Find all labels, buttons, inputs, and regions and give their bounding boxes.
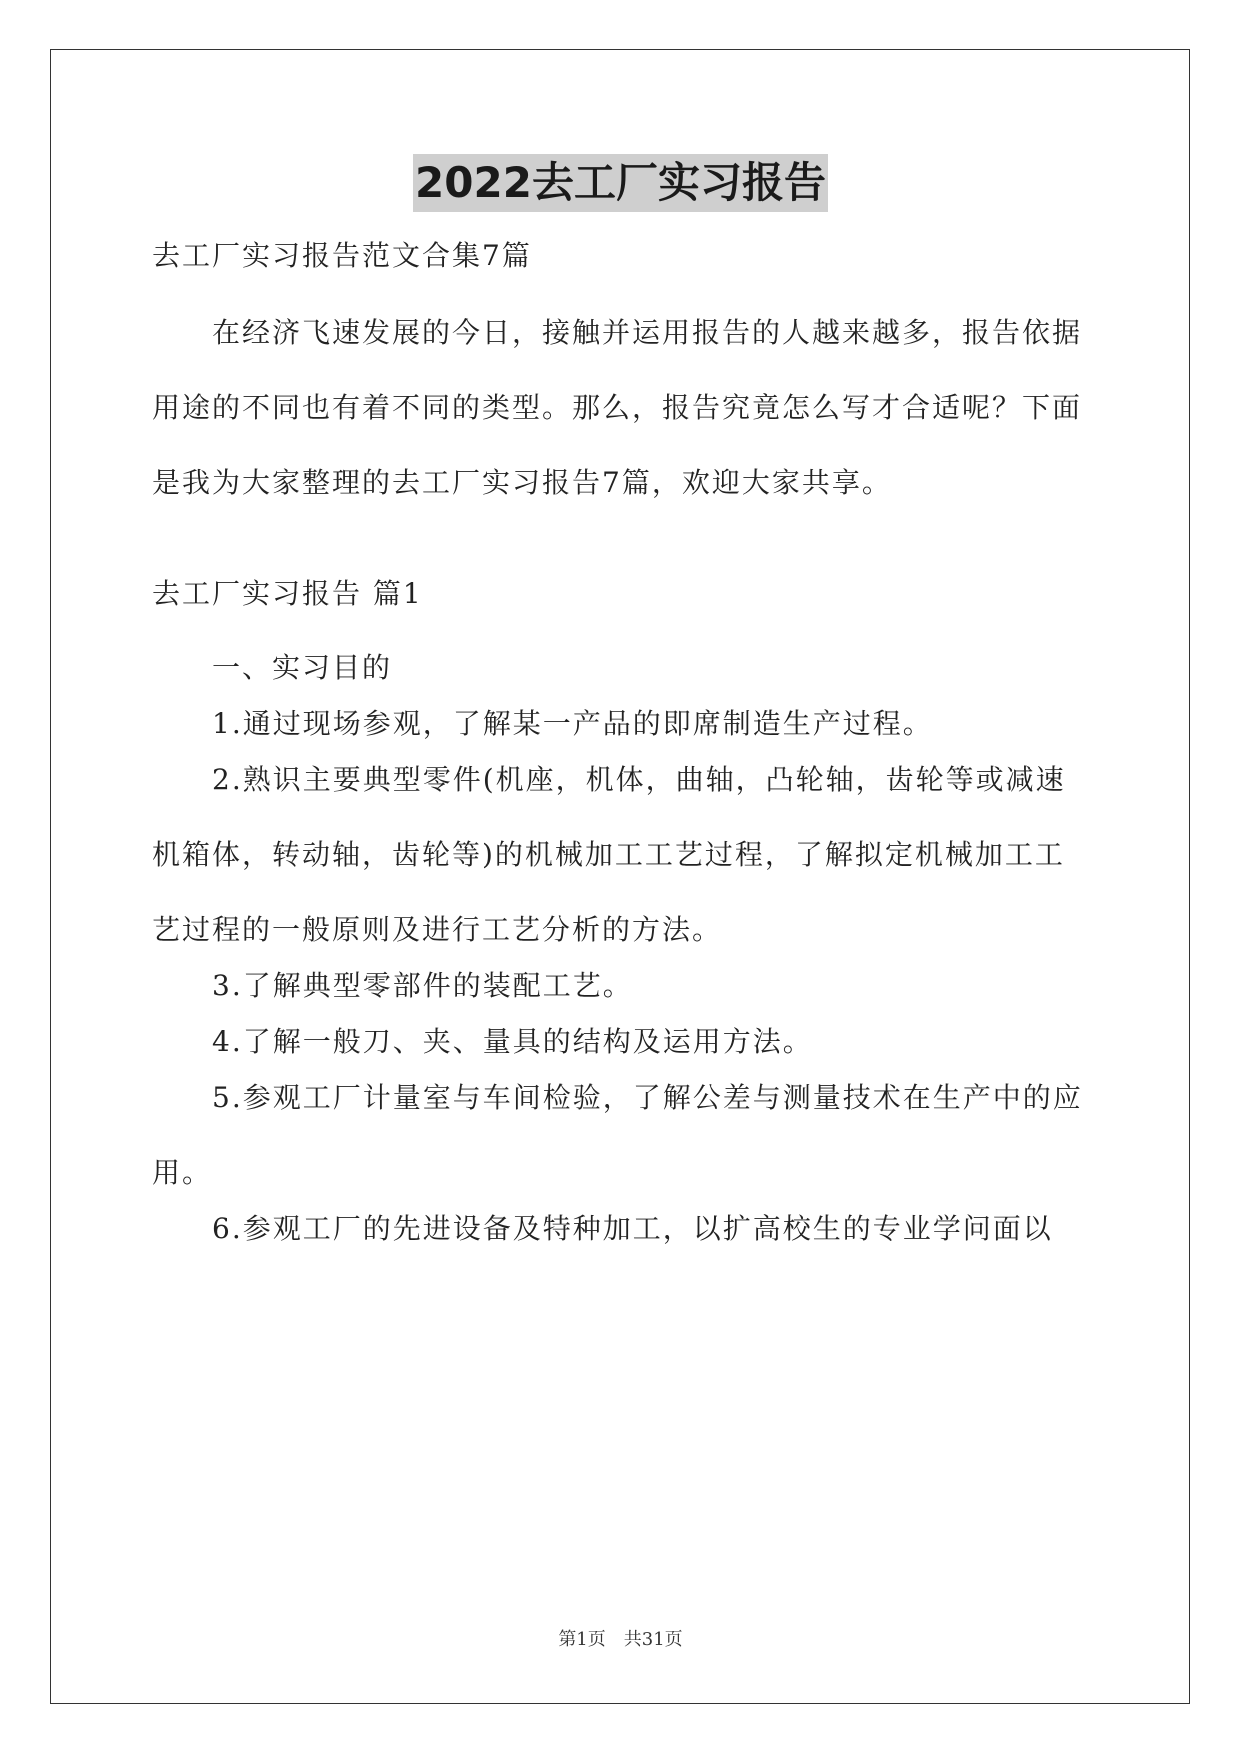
page-number: 第1页: [558, 1629, 606, 1650]
section-heading: 去工厂实习报告 篇1: [152, 577, 423, 610]
paragraph-item-6: 6.参观工厂的先进设备及特种加工，以扩高校生的专业学问面以: [212, 1212, 1053, 1245]
paragraph-objective-heading: 一、实习目的: [212, 651, 393, 684]
document-subtitle: 去工厂实习报告范文合集7篇: [152, 239, 532, 272]
page-footer: [0, 1625, 1241, 1651]
document-body: [152, 238, 1090, 1266]
paragraph-item-1: 1.通过现场参观，了解某一产品的即席制造生产过程。: [212, 707, 933, 740]
paragraph-item-3: 3.了解典型零部件的装配工艺。: [212, 969, 633, 1002]
document-title: 2022去工厂实习报告: [413, 154, 828, 212]
page-total: 共31页: [623, 1629, 683, 1650]
paragraph-item-4: 4.了解一般刀、夹、量具的结构及运用方法。: [212, 1025, 813, 1058]
intro-paragraph: 在经济飞速发展的今日，接触并运用报告的人越来越多，报告依据用途的不同也有着不同的类型。那么，报告究竟怎么写才合适呢？下面是我为大家整理的去工厂实习报告7篇，欢迎大家共享。: [152, 316, 1083, 499]
paragraph-item-2: 2.熟识主要典型零件(机座，机体，曲轴，凸轮轴，齿轮等或减速机箱体，转动轴，齿轮等)的机械加工工艺过程，了解拟定机械加工工艺过程的一般原则及进行工艺分析的方法。: [152, 763, 1066, 946]
title-container: [0, 154, 1241, 212]
paragraph-item-5: 5.参观工厂计量室与车间检验，了解公差与测量技术在生产中的应用。: [152, 1081, 1083, 1189]
